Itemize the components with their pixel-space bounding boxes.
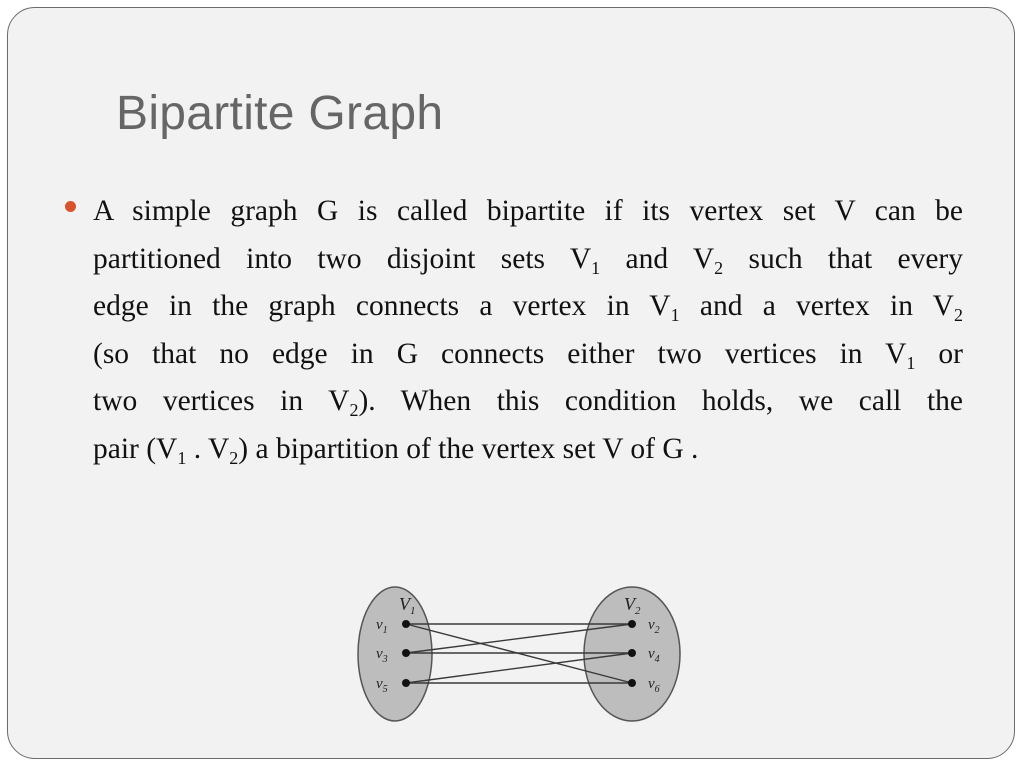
vertex-v2 — [628, 620, 636, 628]
vertex-label-v3: $v_3$ — [376, 646, 388, 665]
text-run: edge in the graph connects a vertex in V — [93, 290, 671, 322]
text-run: two vertices in V — [93, 385, 350, 417]
paragraph-line — [93, 426, 963, 474]
paragraph-line — [93, 236, 963, 284]
set-label-v1: $V_1$ — [399, 594, 416, 617]
subscript: 2 — [229, 447, 239, 468]
bipartite-graph-svg — [345, 580, 685, 722]
slide — [7, 7, 1015, 759]
paragraph-line — [93, 378, 963, 426]
text-run: ) a bipartition of the vertex set V of G . — [238, 432, 699, 465]
text-run: ). When this condition holds, we call the — [358, 385, 963, 417]
set-label-v2: $V_2$ — [624, 594, 641, 617]
text-run: and V — [600, 242, 715, 275]
subscript: 2 — [953, 305, 963, 325]
subscript: 2 — [714, 257, 724, 278]
text-run: (so that no edge in G connects either two vertices in V — [93, 337, 907, 370]
subscript: 1 — [591, 257, 601, 278]
text-run: . V — [186, 432, 230, 465]
subscript: 1 — [906, 352, 916, 373]
slide-title: Bipartite Graph — [116, 87, 444, 140]
vertex-label-v4: $v_4$ — [648, 646, 660, 665]
text-run: or — [915, 337, 964, 370]
vertex-v1 — [402, 620, 410, 628]
vertex-v5 — [402, 679, 410, 687]
vertex-v6 — [628, 679, 636, 687]
bullet-paragraph — [93, 188, 963, 473]
paragraph-line — [93, 331, 963, 379]
text-run: partitioned into two disjoint sets V — [93, 242, 592, 275]
subscript: 1 — [670, 305, 680, 325]
paragraph-line — [93, 283, 963, 331]
vertex-v3 — [402, 649, 410, 657]
vertex-label-v2: $v_2$ — [648, 617, 660, 636]
vertex-label-v1: $v_1$ — [376, 617, 388, 636]
text-run: such that every — [723, 242, 963, 275]
paragraph-line — [93, 188, 963, 236]
text-run: A simple graph G is called bipartite if its vertex set V can be — [93, 195, 963, 227]
bullet-dot-icon — [65, 201, 76, 212]
subscript: 1 — [177, 447, 187, 468]
vertex-label-v5: $v_5$ — [376, 676, 388, 695]
subscript: 2 — [349, 400, 359, 420]
text-run: and a vertex in V — [679, 290, 954, 322]
text-run: pair (V — [93, 432, 178, 465]
vertex-v4 — [628, 649, 636, 657]
bipartite-graph-figure — [345, 580, 685, 722]
left-partition-ellipse — [358, 587, 432, 721]
vertex-label-v6: $v_6$ — [648, 676, 660, 695]
